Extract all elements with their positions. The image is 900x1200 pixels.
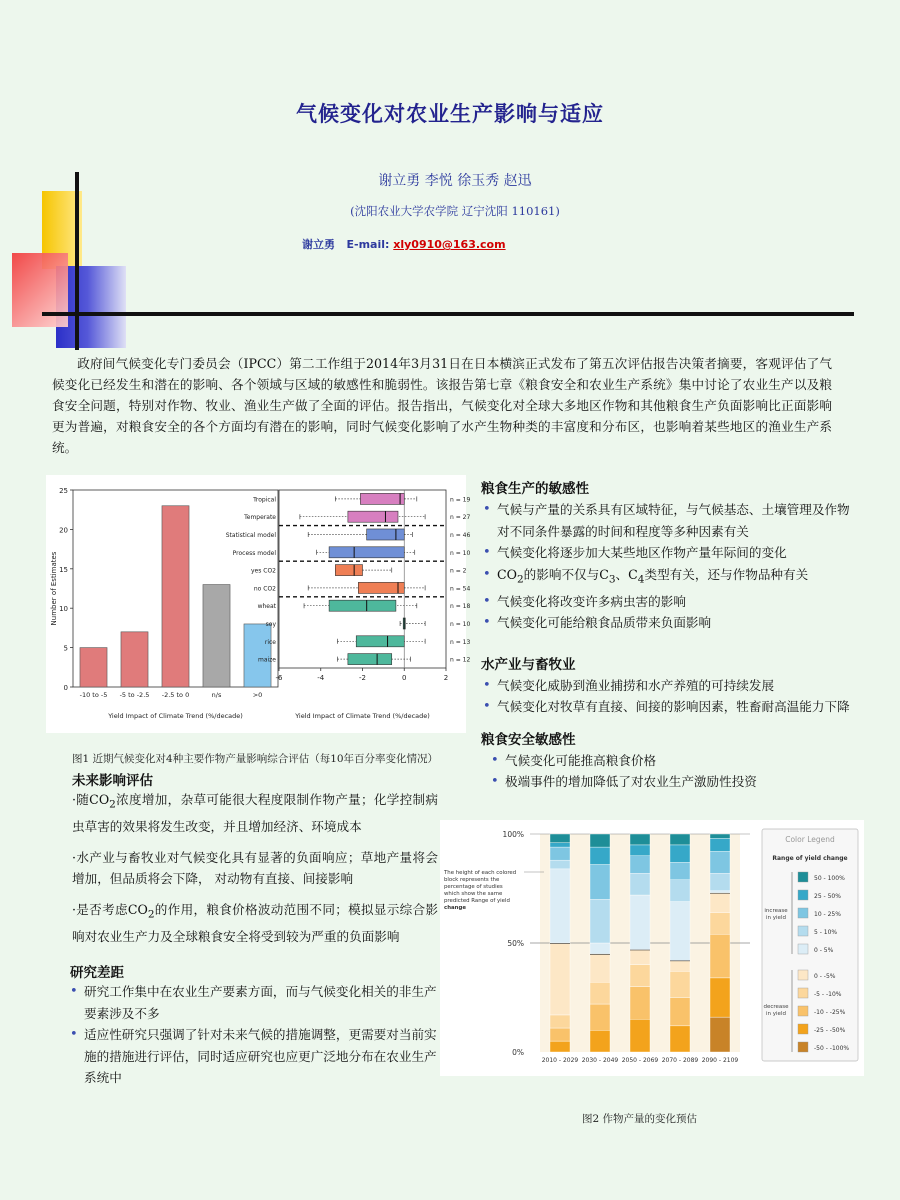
figure-2-caption: 图2 作物产量的变化预估 <box>582 1113 698 1125</box>
stack-segment <box>710 893 730 913</box>
stack-segment <box>630 856 650 873</box>
stack-segment <box>670 998 690 1026</box>
section-food-production-sensitivity: 粮食生产的敏感性 <box>481 481 589 497</box>
stack-segment <box>670 971 690 997</box>
section-research-gaps: 研究差距 <box>70 965 124 982</box>
stack-segment <box>590 982 610 1004</box>
category-label: Tropical <box>253 496 276 504</box>
legend-label: 0 - 5% <box>814 947 834 954</box>
n-label: n = 27 <box>450 514 471 522</box>
x-tick-label: n/s <box>211 691 222 699</box>
section-future-impacts: 未来影响评估 <box>72 773 153 789</box>
x-axis-label: Yield Impact of Climate Trend (%/decade) <box>108 712 243 720</box>
stack-segment <box>710 873 730 890</box>
bar <box>244 624 271 687</box>
box <box>329 547 404 558</box>
stack-segment <box>590 899 610 943</box>
x-tick-label: -2 <box>359 674 366 682</box>
y-tick-label: 15 <box>59 565 68 574</box>
list-item: • 研究工作集中在农业生产要素方面，而与气候变化相关的非生产要素涉及不多 <box>68 981 438 1024</box>
n-label: n = 2 <box>450 567 467 575</box>
list-item: • 气候变化将改变许多病虫害的影响 <box>481 591 861 613</box>
figure-1 <box>46 475 471 733</box>
stack-segment <box>590 1004 610 1030</box>
stack-segment <box>710 912 730 934</box>
page-title: 气候变化对农业生产影响与适应 <box>296 101 604 126</box>
list-item: • 气候变化可能推高粮食价格 <box>489 750 861 772</box>
bar <box>162 506 189 687</box>
n-label: n = 18 <box>450 603 471 611</box>
stack-segment <box>550 843 570 847</box>
stack-segment <box>630 1019 650 1052</box>
deco-horizontal-line <box>42 312 854 316</box>
email-label: E-mail: <box>346 238 390 251</box>
food-sensitivity-list <box>481 499 861 634</box>
bar <box>121 632 148 687</box>
category-label: Statistical model <box>225 532 276 539</box>
stack-segment <box>630 873 650 895</box>
legend-title: Color Legend <box>785 835 835 844</box>
y-tick-label: 100% <box>502 830 524 839</box>
x-tick-label: -5 to -2.5 <box>119 691 150 699</box>
box <box>360 493 404 504</box>
figure-1-chart <box>46 475 471 733</box>
y-tick-label: 50% <box>507 939 524 948</box>
x-tick-label: -4 <box>317 674 325 682</box>
stack-segment <box>590 954 610 982</box>
x-tick-label: 2050 - 2069 <box>621 1057 659 1064</box>
category-label: wheat <box>257 603 276 611</box>
authors: 谢立勇 李悦 徐玉秀 赵迅 <box>378 173 532 189</box>
left-column <box>72 769 438 1089</box>
stack-segment <box>710 891 730 893</box>
n-label: n = 12 <box>450 656 471 664</box>
figure-2-chart <box>440 820 864 1076</box>
y-tick-label: 10 <box>59 605 68 614</box>
box <box>348 511 398 522</box>
stack-segment <box>630 965 650 987</box>
stack-segment <box>670 902 690 961</box>
affiliation: (沈阳农业大学农学院 辽宁沈阳 110161) <box>350 204 560 218</box>
x-tick-label: 0 <box>402 674 407 682</box>
section-aquaculture-livestock: 水产业与畜牧业 <box>481 656 576 673</box>
legend-label: 0 - -5% <box>814 973 836 980</box>
legend-subtitle: Range of yield change <box>772 855 848 862</box>
list-item: • 气候变化威胁到渔业捕捞和水产养殖的可持续发展 <box>481 675 861 697</box>
category-label: maize <box>257 656 276 664</box>
x-axis-label: Yield Impact of Climate Trend (%/decade) <box>295 712 430 720</box>
legend-swatch <box>798 944 808 954</box>
x-tick-label: >0 <box>252 691 263 699</box>
y-tick-label: 0 <box>63 684 68 692</box>
stack-segment <box>590 943 610 954</box>
legend-swatch <box>798 890 808 900</box>
legend-label: 50 - 100% <box>814 875 845 882</box>
legend-swatch <box>798 970 808 980</box>
legend-label: -25 - -50% <box>814 1027 846 1034</box>
list-item: • 适应性研究只强调了针对未来气候的措施调整，更需要对当前实施的措施进行评估，同时适应研究也应更广泛地分布在农业生产系统中 <box>68 1024 438 1089</box>
n-label: n = 10 <box>450 621 471 628</box>
stack-segment <box>550 860 570 869</box>
aquaculture-list <box>481 675 861 718</box>
stack-segment <box>550 834 570 843</box>
n-label: n = 13 <box>450 638 471 646</box>
stack-segment <box>710 978 730 1017</box>
stack-segment <box>550 1028 570 1041</box>
stack-segment <box>590 1030 610 1052</box>
legend-swatch <box>798 1024 808 1034</box>
n-label: n = 10 <box>450 549 471 557</box>
x-tick-label: 2 <box>443 674 449 682</box>
stack-segment <box>550 943 570 1015</box>
stack-segment <box>630 845 650 856</box>
n-label: n = 46 <box>450 532 471 539</box>
x-tick-label: -2.5 to 0 <box>161 691 190 699</box>
stack-segment <box>670 880 690 902</box>
stack-segment <box>590 834 610 847</box>
category-label: no CO2 <box>253 585 276 593</box>
x-tick-label: 2010 - 2029 <box>541 1057 579 1064</box>
category-label: Temperate <box>244 514 276 522</box>
contact-line <box>302 236 506 252</box>
bar <box>203 585 230 687</box>
stack-segment <box>670 960 690 971</box>
n-label: n = 54 <box>450 585 471 593</box>
legend-label: 25 - 50% <box>814 893 841 900</box>
legend-swatch <box>798 1006 808 1016</box>
list-item: • 气候变化可能给粮食品质带来负面影响 <box>481 612 861 634</box>
x-tick-label: -10 to -5 <box>79 691 108 699</box>
x-tick-label: 2090 - 2109 <box>701 1057 739 1064</box>
x-tick-label: 2030 - 2049 <box>581 1057 619 1064</box>
box <box>348 654 392 665</box>
legend-swatch <box>798 908 808 918</box>
y-tick-label: 20 <box>59 526 68 535</box>
stack-segment <box>710 934 730 978</box>
box <box>358 582 404 593</box>
food-security-list <box>481 750 861 793</box>
bar <box>80 648 107 687</box>
list-item: • 极端事件的增加降低了对农业生产激励性投资 <box>489 771 861 793</box>
paragraph-aquaculture: ·水产业与畜牧业对气候变化具有显著的负面响应；草地产量将会增加，但品质将会下降， 对动物有直接、间接影响 <box>72 849 438 887</box>
stack-segment <box>590 865 610 900</box>
y-tick-label: 0% <box>512 1048 524 1057</box>
legend-label: -10 - -25% <box>814 1009 846 1016</box>
stack-segment <box>550 1015 570 1028</box>
stack-segment <box>710 834 730 838</box>
stack-segment <box>630 895 650 950</box>
paragraph-food-prices: ·是否考虑$CO_2$的作用，粮食价格波动范围不同；模拟显示综合影响对农业生产力及全球粮食安全将受到较为严重的负面影响 <box>72 901 439 944</box>
figure-1-caption: 图1 近期气候变化对4种主要作物产量影响综合评估（每10年百分率变化情况） <box>72 753 439 765</box>
stack-segment <box>550 869 570 943</box>
legend-label: 5 - 10% <box>814 929 838 936</box>
stack-segment <box>710 1017 730 1052</box>
legend-group-label: increase in yield <box>764 908 788 921</box>
category-label: yes CO2 <box>250 567 276 575</box>
y-axis-label: Number of Estimates <box>50 551 58 626</box>
category-label: rice <box>264 638 276 646</box>
n-label: n = 19 <box>450 496 471 504</box>
stack-segment <box>630 834 650 845</box>
category-label: Process model <box>232 549 276 557</box>
box <box>356 636 404 647</box>
stack-segment <box>670 834 690 845</box>
legend-swatch <box>798 872 808 882</box>
legend-swatch <box>798 988 808 998</box>
list-item: • 气候与产量的关系具有区域特征，与气候基态、土壤管理及作物对不同条件暴露的时间和程度等多种因素有关 <box>481 499 861 542</box>
stack-segment <box>670 862 690 879</box>
contact-name: 谢立勇 <box>302 238 335 251</box>
stack-segment <box>590 847 610 864</box>
box <box>329 600 396 611</box>
list-item: • 气候变化对牧草有直接、间接的影响因素，牲畜耐高温能力下降 <box>481 696 861 718</box>
legend-label: -50 - -100% <box>814 1045 850 1052</box>
category-label: soy <box>265 621 276 628</box>
stack-segment <box>550 1041 570 1052</box>
abstract: 政府间气候变化专门委员会（IPCC）第二工作组于2014年3月31日在日本横滨正式发布了第五次评估报告决策者摘要，客观评估了气候变化已经发生和潜在的影响、各个领域与区域的敏感性和脆弱性。该报告第七章《粮食安全和农业生产系统》集中讨论了农业生产以及粮食安全问题，特别对作物、牧业、渔业生产做了全面的评估。报告指出，气候变化对全球大多地区作物和其他粮食生产负面影响比正面影响更为普遍，对粮食安全的各个方面均有潜在的影响，同时气候变化影响了水产生物种类的丰富度和分布区，也影响着某些地区的渔业生产系统。 <box>52 356 832 455</box>
stack-segment <box>630 987 650 1020</box>
x-tick-label: -6 <box>275 674 283 682</box>
legend-swatch <box>798 1042 808 1052</box>
annotation-text: The height of each colored block represents the percentage of studies which show the same predicted Range of yield change <box>444 870 517 911</box>
stack-segment <box>670 845 690 862</box>
box <box>367 529 405 540</box>
stack-segment <box>630 950 650 965</box>
stack-segment <box>550 847 570 860</box>
stack-segment <box>710 838 730 851</box>
list-item: • $CO_2$的影响不仅与$C_3$、$C_4$类型有关，还与作物品种有关 <box>481 564 861 591</box>
legend-group-label: decrease in yield <box>763 1004 789 1017</box>
box <box>335 565 362 576</box>
right-column <box>481 477 861 793</box>
email-link[interactable]: xly0910@163.com <box>393 238 506 251</box>
research-gaps-list <box>68 981 438 1089</box>
figure-2 <box>440 820 864 1076</box>
legend-label: 10 - 25% <box>814 911 841 918</box>
paragraph-co2-weeds: ·随$CO_2$浓度增加，杂草可能很大程度限制作物产量；化学控制病虫草害的效果将发生改变，并且增加经济、环境成本 <box>72 792 439 835</box>
list-item: • 气候变化将逐步加大某些地区作物产量年际间的变化 <box>481 542 861 564</box>
y-tick-label: 5 <box>63 644 68 653</box>
stack-segment <box>710 851 730 873</box>
section-food-security-sensitivity: 粮食安全敏感性 <box>481 731 576 748</box>
legend-label: -5 - -10% <box>814 991 842 998</box>
legend-swatch <box>798 926 808 936</box>
stack-segment <box>670 1026 690 1052</box>
x-tick-label: 2070 - 2089 <box>661 1057 699 1064</box>
y-tick-label: 25 <box>59 487 68 495</box>
deco-vertical-line <box>75 172 79 350</box>
